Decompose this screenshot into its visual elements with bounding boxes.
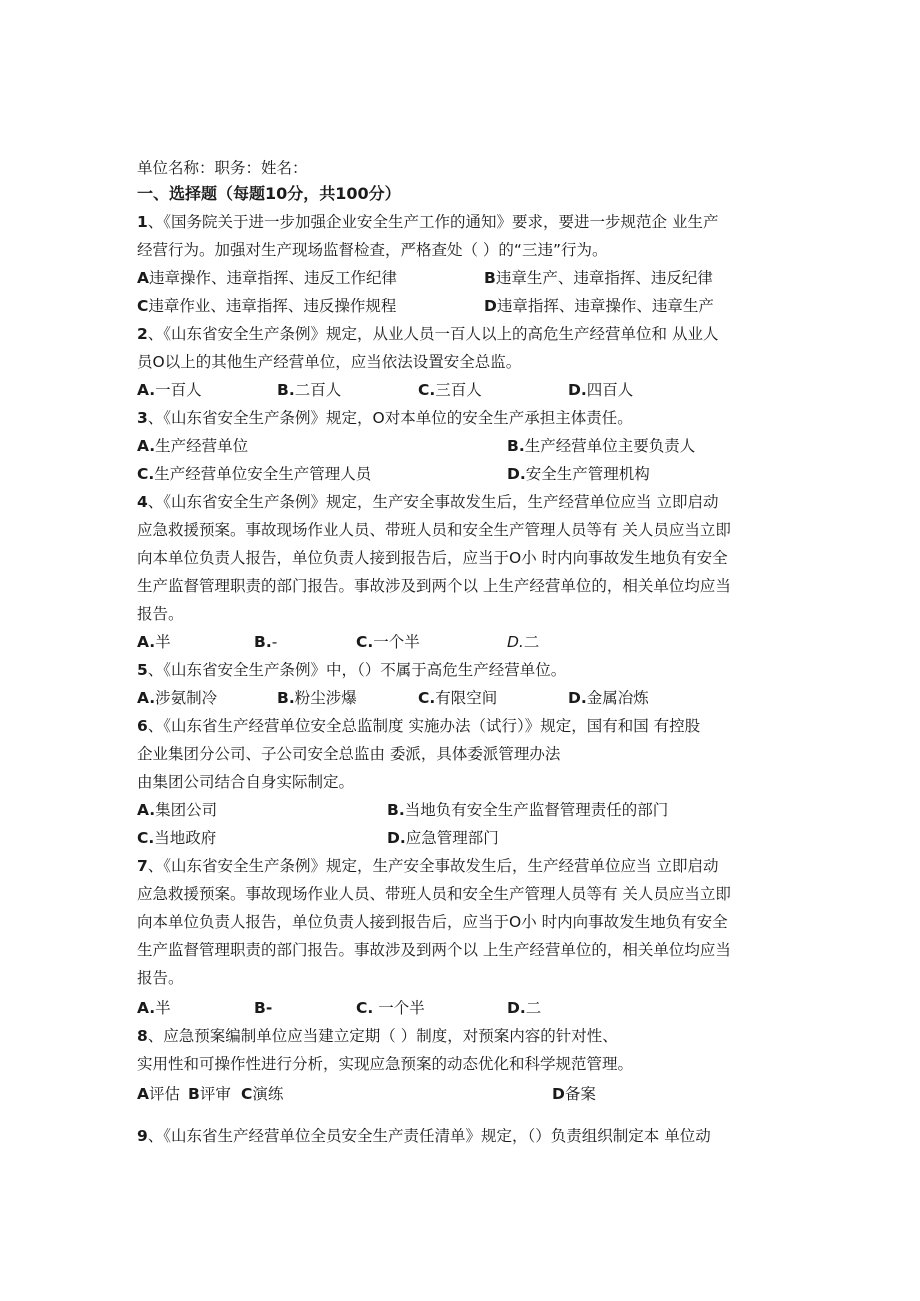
question-3-option-c[interactable]: C.生产经营单位安全生产管理人员 [137,465,372,483]
question-5-option-d[interactable]: D.金属冶炼 [568,689,649,707]
question-3-line-1: 3、《山东省安全生产条例》规定，O对本单位的安全生产承担主体责任。 [137,409,633,427]
question-6-line-2: 企业集团分公司、子公司安全总监由 委派，具体委派管理办法 [137,745,561,763]
question-1-option-a[interactable]: A违章操作、违章指挥、违反工作纪律 [137,269,398,287]
question-6-line-1: 6、《山东省生产经营单位安全总监制度 实施办法（试行）》规定，国有和国 有控股 [137,717,701,735]
question-2-option-c[interactable]: C.三百人 [418,381,482,399]
question-1-line-2: 经营行为。加强对生产现场监督检查，严格查处（ ）的“三违”行为。 [137,241,608,259]
question-2-line-1: 2、《山东省安全生产条例》规定，从业人员一百人以上的高危生产经营单位和 从业人 [137,325,719,343]
question-7-line-4: 生产监督管理职责的部门报告。事故涉及到两个以 上生产经营单位的，相关单位均应当 [137,941,731,959]
question-1-option-d[interactable]: D违章指挥、违章操作、违章生产 [484,297,714,315]
question-8-option-b[interactable]: B评审 [188,1085,231,1103]
question-2-option-d[interactable]: D.四百人 [568,381,634,399]
question-3-option-d[interactable]: D.安全生产管理机构 [507,465,650,483]
question-8-line-1: 8、应急预案编制单位应当建立定期（ ）制度，对预案内容的针对性、 [137,1027,618,1045]
question-7-option-c[interactable]: C. 一个半 [356,999,425,1017]
question-5-line-1: 5、《山东省安全生产条例》中，（）不属于高危生产经营单位。 [137,661,567,679]
question-6-line-3: 由集团公司结合自身实际制定。 [137,773,355,791]
question-4-line-1: 4、《山东省安全生产条例》规定，生产安全事故发生后，生产经营单位应当 立即启动 [137,493,719,511]
question-4-option-a[interactable]: A.半 [137,633,171,651]
question-4-line-5: 报告。 [137,605,184,623]
question-4-line-4: 生产监督管理职责的部门报告。事故涉及到两个以 上生产经营单位的，相关单位均应当 [137,577,731,595]
question-3-option-b[interactable]: B.生产经营单位主要负责人 [507,437,696,455]
question-6-option-d[interactable]: D.应急管理部门 [387,829,499,847]
question-1-line-1: 1、《国务院关于进一步加强企业安全生产工作的通知》要求，要进一步规范企 业生产 [137,213,719,231]
question-1-option-b[interactable]: B违章生产、违章指挥、违反纪律 [484,269,713,287]
question-7-option-d[interactable]: D.二 [507,999,542,1017]
question-7-line-1: 7、《山东省安全生产条例》规定，生产安全事故发生后，生产经营单位应当 立即启动 [137,857,719,875]
question-5-option-c[interactable]: C.有限空间 [418,689,498,707]
question-7-line-2: 应急救援预案。事故现场作业人员、带班人员和安全生产管理人员等有 关人员应当立即 [137,885,731,903]
question-2-option-a[interactable]: A.一百人 [137,381,202,399]
question-4-option-b[interactable]: B.- [254,633,278,651]
info-line: 单位名称：职务：姓名： [137,159,308,177]
question-6-option-b[interactable]: B.当地负有安全生产监督管理责任的部门 [387,801,669,819]
question-7-option-b[interactable]: B- [254,999,273,1017]
question-4-line-3: 向本单位负责人报告，单位负责人接到报告后，应当于O小 时内向事故发生地负有安全 [137,549,728,567]
question-4-line-2: 应急救援预案。事故现场作业人员、带班人员和安全生产管理人员等有 关人员应当立即 [137,521,731,539]
question-8-line-2: 实用性和可操作性进行分析，实现应急预案的动态优化和科学规范管理。 [137,1055,634,1073]
question-7-line-3: 向本单位负责人报告，单位负责人接到报告后，应当于O小 时内向事故发生地负有安全 [137,913,728,931]
question-2-line-2: 员O以上的其他生产经营单位，应当依法设置安全总监。 [137,353,522,371]
question-8-option-c[interactable]: C演练 [241,1085,284,1103]
question-4-option-c[interactable]: C.一个半 [356,633,420,651]
question-8-option-d[interactable]: D备案 [552,1085,596,1103]
question-2-option-b[interactable]: B.二百人 [277,381,342,399]
question-8-option-a[interactable]: A评估 [137,1085,181,1103]
question-4-option-d[interactable]: D.二 [507,633,540,651]
question-5-option-b[interactable]: B.粉尘涉爆 [277,689,357,707]
question-3-option-a[interactable]: A.生产经营单位 [137,437,249,455]
question-9-line-1: 9、《山东省生产经营单位全员安全生产责任清单》规定，（）负责组织制定本 单位动 [137,1127,711,1145]
section-title: 一、选择题（每题10分，共100分） [137,184,401,203]
question-1-option-c[interactable]: C违章作业、违章指挥、违反操作规程 [137,297,397,315]
question-7-line-5: 报告。 [137,969,184,987]
question-6-option-c[interactable]: C.当地政府 [137,829,217,847]
question-7-option-a[interactable]: A.半 [137,999,171,1017]
question-5-option-a[interactable]: A.涉氨制冷 [137,689,218,707]
question-6-option-a[interactable]: A.集团公司 [137,801,218,819]
